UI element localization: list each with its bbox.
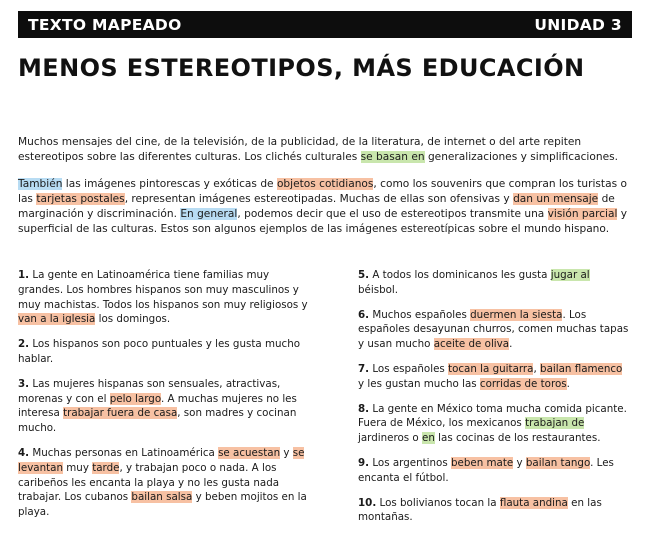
text-segment: . Les encanta el fútbol.: [358, 456, 614, 484]
section-label: TEXTO MAPEADO: [28, 15, 182, 34]
item-number: 4.: [18, 446, 30, 459]
highlight-orange: se levantan: [18, 446, 305, 474]
highlight-green: trabajan de: [525, 417, 585, 430]
text-segment: Muchas personas en Latinoamérica: [29, 446, 219, 459]
highlight-orange: beben mate: [450, 456, 514, 469]
item-number: 5.: [358, 269, 370, 281]
highlight-orange: aceite de oliva: [433, 338, 510, 351]
stereotype-item-3: [18, 377, 310, 436]
text-segment: los domingos.: [95, 313, 171, 326]
stereotype-item-6: [358, 308, 630, 352]
highlight-orange: corridas de toros: [479, 377, 567, 390]
text-segment: y les gustan mucho las: [358, 377, 480, 390]
text-segment: de marginación y discriminación.: [18, 193, 615, 220]
text-segment: las imágenes pintorescas y exóticas de: [62, 178, 277, 190]
intro-text: [18, 135, 630, 249]
highlight-orange: flauta andina: [499, 496, 568, 509]
text-segment: Los argentinos: [369, 456, 451, 469]
text-segment: . Los españoles desayunan churros, comen muchas tapas y usan mucho: [358, 308, 629, 351]
highlight-orange: tocan la guitarra: [448, 362, 534, 375]
text-segment: las cocinas de los restaurantes.: [434, 432, 601, 445]
highlight-blue: También: [18, 178, 63, 190]
text-segment: y: [513, 456, 526, 469]
text-segment: , son madres y cocinan mucho.: [18, 407, 297, 435]
left-column: [18, 268, 310, 530]
highlight-orange: bailan salsa: [131, 491, 193, 504]
highlight-orange: se acuestan: [218, 446, 281, 459]
stereotype-item-5: [358, 268, 630, 298]
text-segment: ,: [533, 362, 541, 375]
stereotype-item-8: [358, 402, 630, 446]
highlight-green: se basan en: [360, 151, 425, 163]
text-segment: A todos los dominicanos les gusta: [369, 269, 551, 281]
highlight-orange: trabajar fuera de casa: [63, 407, 178, 420]
text-segment: en las montañas.: [358, 496, 602, 524]
highlight-orange: bailan tango: [525, 456, 591, 469]
stereotype-item-1: [18, 268, 310, 327]
text-segment: , podemos decir que el uso de estereotipos transmite una: [237, 208, 548, 220]
stereotype-item-9: [358, 456, 630, 486]
highlight-orange: tarjetas postales: [36, 193, 125, 205]
text-segment: y superficial de las culturas. Estos son algunos ejemplos de las imágenes estereotípicas sobre el mundo hispano.: [18, 208, 628, 235]
text-segment: muy: [63, 461, 93, 474]
intro-paragraph-2: [18, 177, 630, 237]
stereotype-item-4: [18, 446, 310, 520]
item-number: 6.: [358, 308, 370, 321]
text-segment: , y trabajan poco o nada. A los caribeños les encanta la playa y no les gusta nada trabajar. Los cubanos: [18, 461, 280, 504]
text-segment: jardineros o: [358, 432, 422, 445]
item-number: 3.: [18, 377, 30, 390]
highlight-green: en: [422, 432, 435, 445]
intro-paragraph-1: [18, 135, 630, 165]
item-number: 2.: [18, 338, 30, 351]
text-segment: y: [280, 446, 293, 459]
text-segment: La gente en Latinoamérica tiene familias muy grandes. Los hombres hispanos son muy masculinos y muy machistas. Todos los hispanos son muy religiosos y: [18, 269, 308, 311]
text-segment: Los españoles: [369, 362, 449, 375]
stereotype-item-2: [18, 337, 310, 367]
item-number: 7.: [358, 362, 370, 375]
page-title: MENOS ESTEREOTIPOS, MÁS EDUCACIÓN: [18, 54, 585, 82]
text-segment: Muchos españoles: [369, 308, 471, 321]
text-segment: Muchos mensajes del cine, de la televisión, de la publicidad, de la literatura, de internet o del arte repiten estereotipos sobre las diferentes culturas. Los clichés culturales: [18, 136, 582, 163]
highlight-blue: En general: [180, 208, 238, 220]
item-number: 9.: [358, 456, 370, 469]
highlight-orange: visión parcial: [547, 208, 618, 220]
text-segment: generalizaciones y simplificaciones.: [424, 151, 618, 163]
text-segment: béisbol.: [358, 283, 399, 296]
right-column: [358, 268, 630, 535]
highlight-green: jugar al: [550, 269, 590, 281]
highlight-orange: dan un mensaje: [513, 193, 599, 205]
highlight-orange: pelo largo: [109, 392, 161, 405]
text-segment: y beben mojitos en la playa.: [18, 491, 307, 519]
text-segment: .: [566, 377, 570, 390]
text-segment: Los bolivianos tocan la: [376, 496, 500, 509]
item-number: 10.: [358, 496, 377, 509]
item-number: 8.: [358, 402, 370, 415]
highlight-orange: objetos cotidianos: [276, 178, 374, 190]
stereotype-item-10: [358, 496, 630, 526]
stereotype-item-7: [358, 362, 630, 392]
text-segment: , como los souvenirs que compran los turistas o las: [18, 178, 627, 205]
text-segment: Las mujeres hispanas son sensuales, atractivas, morenas y con el: [18, 377, 281, 405]
highlight-orange: van a la iglesia: [18, 313, 96, 326]
text-segment: , representan imágenes estereotipadas. Muchas de ellas son ofensivas y: [124, 193, 514, 205]
highlight-orange: tarde: [92, 461, 120, 474]
item-number: 1.: [18, 269, 30, 281]
highlight-orange: bailan flamenco: [540, 362, 623, 375]
highlight-orange: duermen la siesta: [470, 308, 563, 321]
text-segment: . A muchas mujeres no les interesa: [18, 392, 297, 420]
unit-label: UNIDAD 3: [534, 15, 622, 34]
text-segment: .: [509, 338, 513, 351]
text-segment: Los hispanos son poco puntuales y les gusta mucho hablar.: [18, 338, 301, 365]
text-segment: La gente en México toma mucha comida picante. Fuera de México, los mexicanos: [358, 402, 627, 430]
header-bar: [18, 11, 632, 38]
